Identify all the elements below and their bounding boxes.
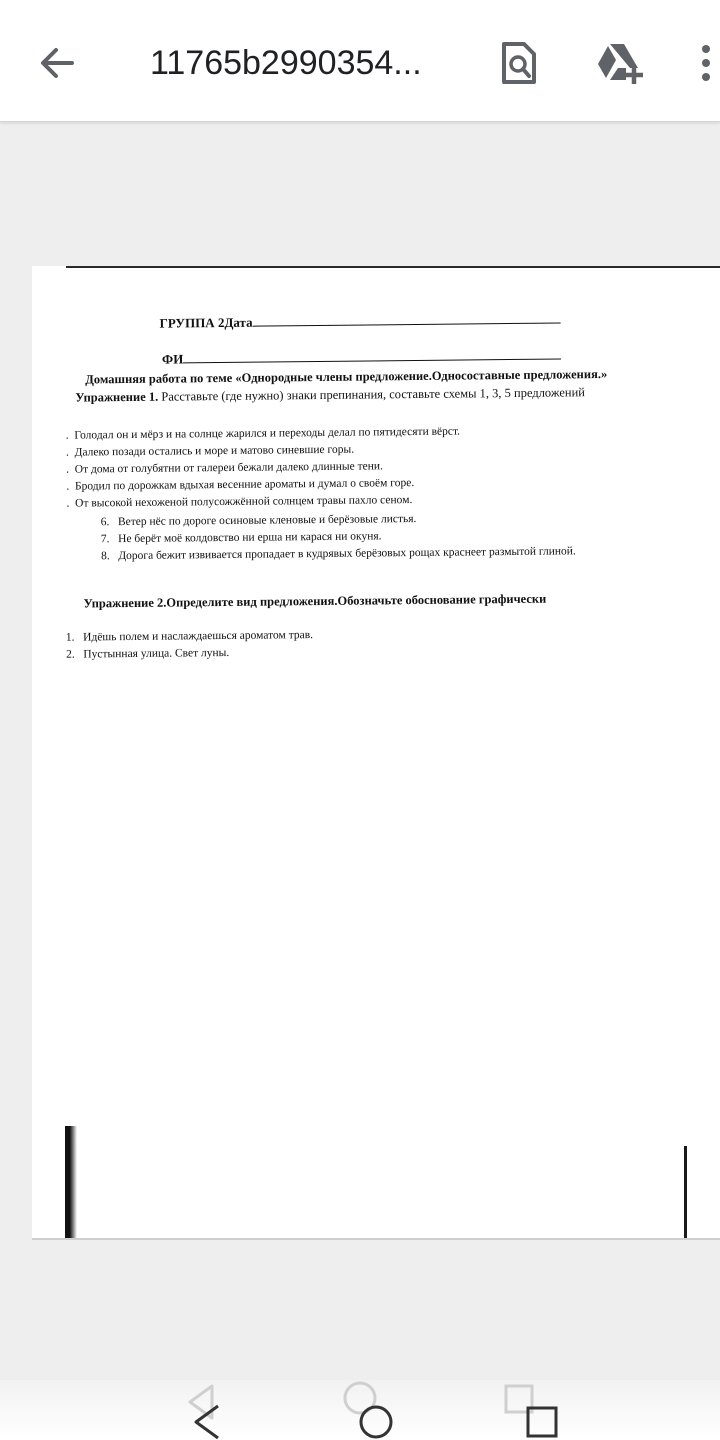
find-in-page-button[interactable] xyxy=(494,36,544,90)
exercise1-title: Упражнение 1. xyxy=(75,389,159,405)
date-blank-line xyxy=(252,310,560,326)
scan-shadow-left xyxy=(65,1126,77,1240)
nav-home-button[interactable] xyxy=(338,1380,398,1440)
homework-heading: Домашняя работа по теме «Однородные члены предложение.Односоставные предложения.» xyxy=(85,366,608,387)
name-field xyxy=(162,346,561,367)
exercise1-item: . От дома от голубятни от галереи бежали далеко длинные тени. xyxy=(66,460,383,476)
more-vert-icon xyxy=(699,43,713,83)
app-bar xyxy=(0,0,720,122)
exercise1-item: . Далеко позади остались и море и матово синевшие горы. xyxy=(65,443,355,459)
exercise1-numbered-item: 7. Не берёт моё колдовство ни ерша ни карася ни окуня. xyxy=(100,530,382,546)
group-date-field xyxy=(160,310,561,331)
name-blank-line xyxy=(183,346,561,363)
back-button[interactable] xyxy=(28,38,84,88)
more-options-button[interactable] xyxy=(692,36,720,90)
exercise2-item: 2. Пустынная улица. Свет луны. xyxy=(66,646,230,661)
add-to-drive-icon xyxy=(594,40,646,86)
arrow-left-icon xyxy=(36,43,76,83)
exercise1-item: . Голодал он и мёрз и на солнце жарился и переходы делал по пятидесяти вёрст. xyxy=(65,425,461,442)
group-date-label: ГРУППА 2Дата xyxy=(159,314,253,331)
nav-back-button[interactable] xyxy=(180,1380,240,1440)
exercise2-title: Упражнение 2.Определите вид предложения.Обозначьте обоснование графически xyxy=(83,591,547,611)
add-to-drive-button[interactable] xyxy=(592,36,648,90)
exercise1-item: . От высокой нехоженой полусожжённой солнцем травы пахло сеном. xyxy=(66,494,413,510)
exercise1-numbered-item: 8. Дорога бежит извивается пропадает в кудрявых берёзовых рощах краснеет размытой глиной. xyxy=(100,545,576,563)
document-content xyxy=(32,266,720,1240)
exercise1-numbered-item: 6. Ветер нёс по дороге осиновые кленовые и берёзовые листья. xyxy=(100,512,417,529)
find-in-page-icon xyxy=(500,40,538,86)
scan-shadow-right xyxy=(684,1146,687,1240)
exercise2-item: 1. Идёшь полем и наслаждаешься ароматом трав. xyxy=(65,629,314,644)
system-nav-bar xyxy=(0,1380,720,1440)
exercise1-text: Расставьте (где нужно) знаки препинания, составьте схемы 1, 3, 5 предложений xyxy=(158,385,586,404)
nav-recents-button[interactable] xyxy=(500,1380,570,1440)
nav-recents-square-icon xyxy=(500,1380,570,1440)
nav-back-triangle-icon xyxy=(180,1380,240,1440)
exercise1-instruction xyxy=(75,384,585,405)
document-title: 11765b2990354... xyxy=(150,44,422,82)
nav-home-circle-icon xyxy=(338,1380,398,1440)
document-page[interactable] xyxy=(32,266,720,1240)
exercise1-item: . Бродил по дорожкам вдыхая весенние ароматы и думал о своём горе. xyxy=(66,477,415,493)
name-label: ФИ xyxy=(161,351,184,367)
